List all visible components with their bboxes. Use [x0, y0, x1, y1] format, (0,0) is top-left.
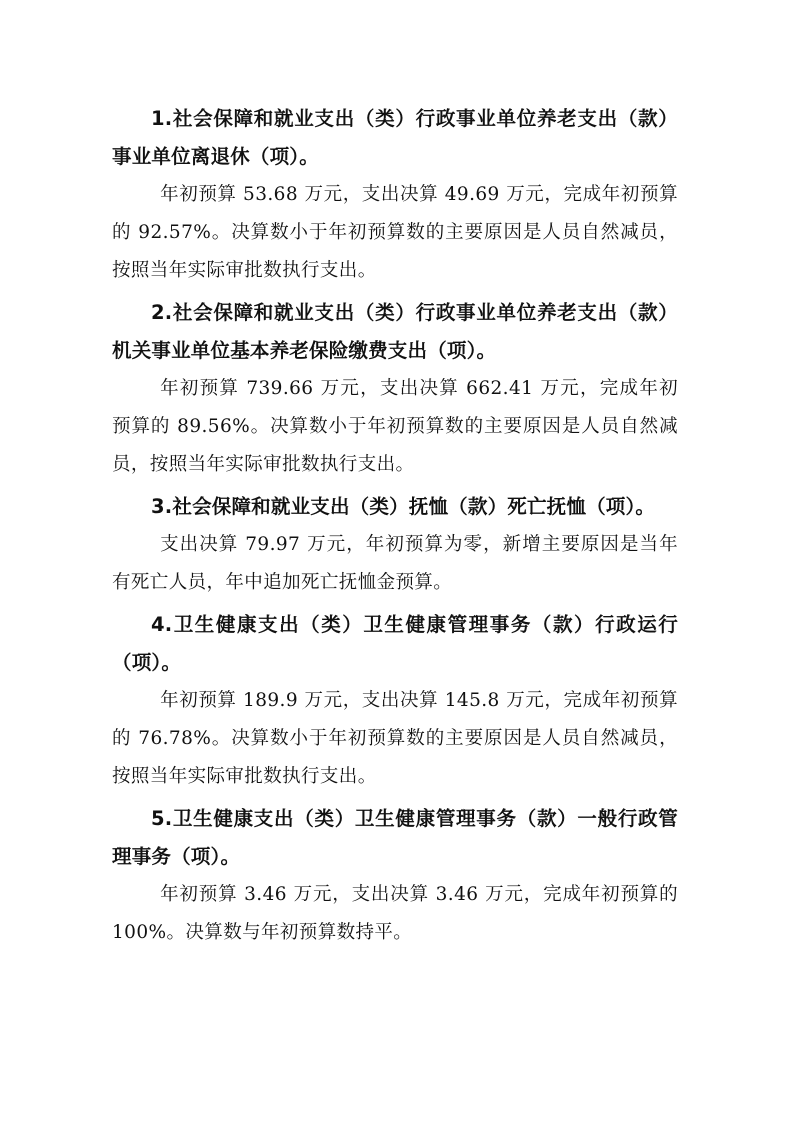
section-heading: 2.社会保障和就业支出（类）行政事业单位养老支出（款）机关事业单位基本养老保险缴费支出（项）。 [112, 301, 678, 362]
section-heading: 4.卫生健康支出（类）卫生健康管理事务（款）行政运行（项）。 [112, 613, 678, 674]
section-paragraph: 年初预算 189.9 万元，支出决算 145.8 万元，完成年初预算的 76.78%。决算数小于年初预算数的主要原因是人员自然减员，按照当年实际审批数执行支出。 [112, 690, 678, 787]
section-5 [112, 800, 678, 952]
section-2 [112, 294, 678, 484]
section-4 [112, 606, 678, 796]
section-paragraph: 支出决算 79.97 万元，年初预算为零，新增主要原因是当年有死亡人员，年中追加死亡抚恤金预算。 [112, 534, 678, 593]
section-heading: 5.卫生健康支出（类）卫生健康管理事务（款）一般行政管理事务（项）。 [112, 807, 678, 868]
document-body [112, 100, 678, 956]
section-1 [112, 100, 678, 290]
section-3 [112, 488, 678, 602]
section-heading: 1.社会保障和就业支出（类）行政事业单位养老支出（款）事业单位离退休（项）。 [112, 107, 678, 168]
section-paragraph: 年初预算 739.66 万元，支出决算 662.41 万元，完成年初预算的 89.56%。决算数小于年初预算数的主要原因是人员自然减员，按照当年实际审批数执行支出。 [112, 378, 678, 475]
section-paragraph: 年初预算 53.68 万元，支出决算 49.69 万元，完成年初预算的 92.57%。决算数小于年初预算数的主要原因是人员自然减员，按照当年实际审批数执行支出。 [112, 184, 678, 281]
section-paragraph: 年初预算 3.46 万元，支出决算 3.46 万元，完成年初预算的 100%。决算数与年初预算数持平。 [112, 884, 678, 943]
section-heading: 3.社会保障和就业支出（类）抚恤（款）死亡抚恤（项）。 [151, 495, 656, 518]
